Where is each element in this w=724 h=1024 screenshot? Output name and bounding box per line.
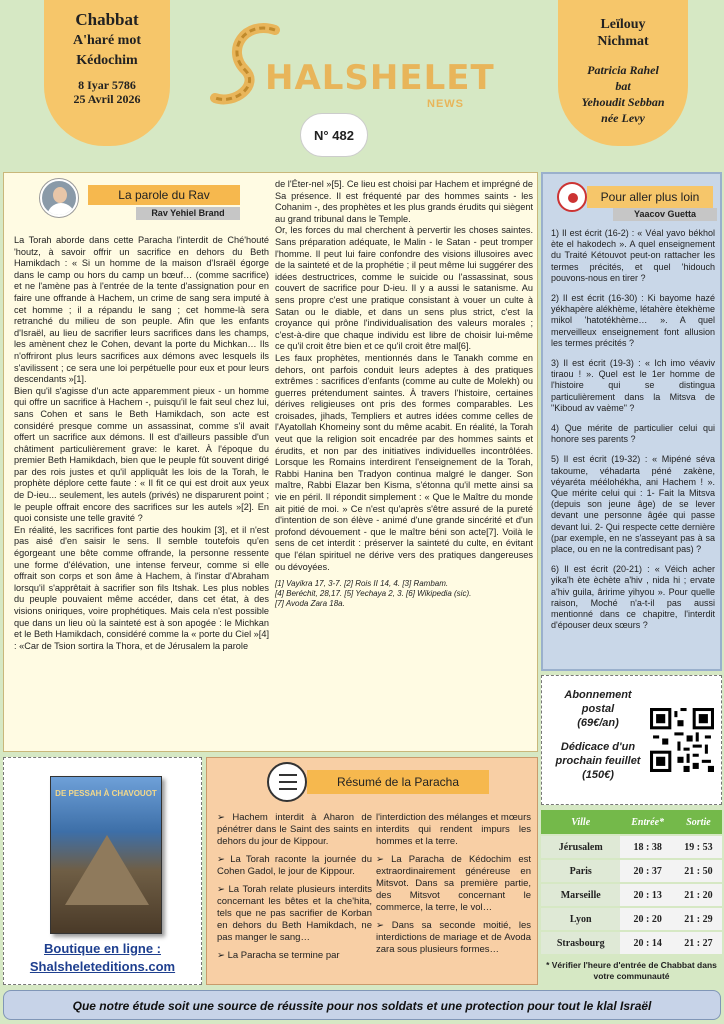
dedication-name-1: Patricia Rahel — [587, 63, 659, 77]
rav-article — [3, 172, 538, 752]
footnote-line: [7] Avoda Zara 18a. — [275, 599, 345, 609]
summary-column-left — [217, 812, 372, 968]
quiz-question: 4) Que mérite de particulier celui qui honore ses parents ? — [551, 423, 715, 445]
dedication-offer-price: (150€) — [582, 769, 614, 781]
summary-item: ➢ Dans sa seconde moitié, les interdictions de mariage et de Avoda zara sous plusieurs formes… — [376, 920, 531, 955]
subscription-box — [541, 675, 722, 805]
rav-section-title: La parole du Rav — [88, 185, 240, 205]
times-table — [541, 808, 722, 956]
table-row — [541, 884, 722, 906]
table-row — [541, 932, 722, 954]
quiz-question: 1) Il est écrit (16-2) : « Véal yavo békhol ète el hakodech ». A quel enseignement du Traité Kétouvot peut-on rattacher les termes précités, et quel 'hidouch pouvons-nous en tirer ? — [551, 228, 715, 283]
header-parasha-bubble — [44, 0, 170, 146]
dedication-name-3: Yehoudit Sebban — [581, 95, 665, 109]
parasha-line-1: Chabbat — [75, 10, 139, 29]
table-row — [541, 908, 722, 930]
book-title: DE PESSAH À CHAVOUOT — [55, 789, 157, 798]
dedication-offer-line: prochain feuillet — [555, 755, 641, 767]
rav-column-right — [275, 179, 533, 609]
col-header-city: Ville — [541, 810, 620, 834]
summary-column-right — [376, 812, 531, 962]
quiz-section — [541, 172, 722, 671]
rav-paragraph: La Torah aborde dans cette Paracha l'interdit de Ché'houté 'houtz, à savoir offrir un sacrifice en dehors du Beth Hamikdach : « Si un homme de la maison d'Israël égorge dans le camp ou hors du camp un bœuf… (comme sacrifice) et ne l'amène pas à l'entrée de la tente d'assignation pour en faire une offrande à Hachem, un crime de sang sera imputé à cet homme ; il a répandu le sang ; cet homme-là sera retranché du milieu de son peuple. Afin que les enfants d'Israël, au lieu de sacrifier leurs sacrifices dans les champs, les amènent chez le Cohen, devant la porte du Michkan… Ils n'offriront plus leurs sacrifices aux démons avec lesquels ils s'avilissent ; ce sera une loi perpétuelle pour eux et pour leurs descendants »[1]. — [14, 235, 269, 385]
rav-heading — [40, 179, 225, 219]
subscription-line: Abonnement — [564, 689, 632, 701]
exit-cell: 21 : 20 — [675, 884, 722, 906]
book-cover-image[interactable] — [50, 776, 162, 934]
footer-banner: Que notre étude soit une source de réussite pour nos soldats et une protection pour tout le klal Israël — [3, 990, 721, 1020]
shop-box — [3, 757, 202, 985]
rav-paragraph: Les faux prophètes, mentionnés dans le Tanakh comme en dehors, ont parfois conduit leurs adeptes à des pratiques extrêmes : sacrifices d'enfants (comme au culte de Molekh) ou guerres prétendument saintes. À travers l'histoire, certaines dérives religieuses ont pris des formes comparables. Les croisades, jihads, Templiers et autres idées comme celles de l'Ayatollah Khomeiny sont du même acabit. En réalité, la Torah veut que la religion soit encadrée par des hommes saints et érudits, et non par des initiatives individuelles incontrôlées. Lorsque les Romains interdirent l'enseignement de la Torah, Rabbi Hanina ben Tradyon continua malgré le danger. Son maître, Rabbi Elazar ben Kisma, s'étonna qu'il mette ainsi sa vie en péril. Il répondit simplement : « Que le Maître du monde ait pitié de moi. » Ce n'est qu'après s'être assuré de la pureté d'intention de son élève - animé d'une grande sincérité et d'un profond dévouement - que le maître béni son acte[7]. Voilà le sens de cet interdit : préserver la sainteté du culte, en évitant que l'élan spirituel ne dérive vers des pratiques dangereuses ou dévoyées. — [275, 352, 533, 572]
parasha-line-2: A'haré mot — [72, 33, 142, 48]
entry-cell: 20 : 14 — [620, 932, 674, 954]
exit-cell: 21 : 29 — [675, 908, 722, 930]
city-cell: Strasbourg — [541, 932, 620, 954]
shop-link-line: Boutique en ligne : — [44, 941, 161, 956]
exit-cell: 19 : 53 — [675, 836, 722, 858]
city-cell: Marseille — [541, 884, 620, 906]
summary-title: Résumé de la Paracha — [307, 770, 489, 794]
exit-cell: 21 : 50 — [675, 860, 722, 882]
times-note: * Vérifier l'heure d'entrée de Chabbat dans votre communauté — [546, 960, 717, 981]
entry-cell: 20 : 13 — [620, 884, 674, 906]
quiz-title: Pour aller plus loin — [587, 186, 713, 208]
entry-cell: 20 : 20 — [620, 908, 674, 930]
rav-paragraph: Or, les forces du mal cherchent à pervertir les choses saintes. Sans préparation adéquate, le Malin - le Satan - peut tromper l'homme. Il peut lui faire confondre des visions illusoires avec de la sainteté et de la prophétie ; il peut même lui suggérer des idées destructrices, comme le suicide ou l'assassinat, sous couvert de sacrifice pour D-ieu. Il y a aussi le satanisme. Au sens propre c'est une pratique consistant à vouer un culte à Satan ou le diable, et dans un sens plus strict, c'est la croyance qui prône l'individualisation des valeurs morales ; c'est-à-dire que chaque individu est libre de choisir lui-même ce qu'il croit être bien et ce qu'il croit être mal[6]. — [275, 225, 533, 352]
logo-news: NEWS — [427, 98, 464, 110]
summary-item: ➢ La Paracha de Kédochim est extraordinairement généreuse en Mitsvot. Dans sa première partie, des Mitsvot concernant le commerce, la terre, le vol… — [376, 854, 531, 913]
dedication-line-1: Leïlouy — [600, 17, 646, 32]
shop-link-url: Shalsheleteditions.com — [29, 959, 176, 974]
exit-cell: 21 : 27 — [675, 932, 722, 954]
checklist-icon — [267, 762, 307, 802]
date-hebrew: 8 Iyar 5786 — [78, 78, 136, 92]
dedication-offer-line: Dédicace d'un — [560, 741, 636, 753]
quiz-question: 2) Il est écrit (16-30) : Ki bayome hazé yékhapère alékhème, létahère ètekhème mikol 'hatotékhème… ». A quel merveilleux enseignement font allusion les termes précités ? — [551, 293, 715, 348]
city-cell: Paris — [541, 860, 620, 882]
rav-paragraph: En réalité, les sacrifices font partie des houkim [3], et il n'est pas aisé d'en saisir le sens. Il semble toutefois qu'en égorgeant une bête comme offrande, la personne ressente une forme d'élévation, une intense ferveur, comme si elle offrait son corps et son âme à Hachem, à l'instar d'Abraham lorsqu'il s'apprêtait à sacrifier son fils Itshak. Les plus nobles du peuple pouvaient même accéder, dans cet état, à des visions oniriques, voire prophétiques. Mais cela n'est possible que dans un lieu où la sainteté est à son apogée : le Michkan et le Beth Hamikdach, considéré comme la « porte du Ciel »[4] : «Car de Tsion sortira la Thora, et de Jérusalem la parole — [14, 524, 269, 651]
rav-avatar — [40, 179, 78, 217]
quiz-question: 3) Il est écrit (19-3) : « Ich imo véaviv tiraou ! ». Quel est le 1er homme de l'histoire qui se distingua particulièrement dans la Mitsva de "Kiboud av vaème" ? — [551, 358, 715, 413]
subscription-price: (69€/an) — [577, 717, 619, 729]
logo-title: HALSHELET — [265, 58, 495, 98]
entry-cell: 20 : 37 — [620, 860, 674, 882]
qr-code-icon[interactable] — [650, 708, 714, 772]
rav-paragraph: Bien qu'il s'agisse d'un acte apparemment pieux - un homme qui offre un sacrifice à Hachem -, puisqu'il le fait seul chez lui, sans Cohen et sans le Beth Hamikdach, son acte est considéré presque comme un assassinat, comme s'il avait offert un sacrifice aux démons. Il est d'ailleurs passible d'un châtiment particulièrement grave: le karet. À l'époque du premier Beth Hamikdach, bien que le peuple fût souvent dirigé par des rois justes et qu'il appliquât les lois de la Torah, le prophète déplore cette faute : « Il fit ce qui est droit aux yeux de D-ieu... seulement, les autels (privés) ne disparurent point ; le peuple offrait encore des sacrifices sur les autels »[2]. En quoi consiste une telle gravité ? — [14, 385, 269, 524]
issue-number: N° 482 — [300, 113, 368, 157]
header-dedication-bubble — [558, 0, 688, 146]
dedication-name-2: bat — [615, 79, 631, 93]
date-civil: 25 Avril 2026 — [73, 92, 141, 106]
quiz-author: Yaacov Guetta — [613, 208, 717, 221]
summary-item: ➢ La Torah raconte la journée du Cohen Gadol, le jour de Kippour. — [217, 854, 372, 877]
quiz-question: 5) Il est écrit (19-32) : « Mipéné séva takoume, véhadarta péné zakène, véyaréta méélohékha, ani Hachem ! ». Que mérite celui qui : 1- Fait la Mitsva (depuis son jeune âge) de se lever devant une personne âgée qui passe devant lui. 2- Qui respecte cette dernière (par exemple, en ne s'asseyant pas à sa place, ou en ne la contredisant pas) ? — [551, 454, 715, 555]
shop-link[interactable] — [4, 940, 201, 976]
footnote-line: [4] Beréchit, 28,17. [5] Yechaya 2, 3. [6] Wikipedia (sic). — [275, 589, 472, 599]
quiz-questions — [551, 228, 715, 641]
rav-author: Rav Yehiel Brand — [136, 207, 240, 220]
summary-item: ➢ La Torah relate plusieurs interdits concernant les bêtes et la che'hita, tels que ne pas sacrifier de Korban en dehors du Beth Hamikdach, ne pas manger le sang… — [217, 884, 372, 943]
entry-cell: 18 : 38 — [620, 836, 674, 858]
summary-item: ➢ Hachem interdit à Aharon de pénétrer dans le Saint des saints en dehors du jour de Kippour. — [217, 812, 372, 847]
rav-paragraph: de l'Éter-nel »[5]. Ce lieu est choisi par Hachem et imprégné de Sa présence. Il est fréquenté par des hommes saints - les Cohanim -, des prophètes et les plus grands érudits qui siègent au grand tribunal dans le Temple. — [275, 179, 533, 224]
city-cell: Jérusalem — [541, 836, 620, 858]
dedication-name-4: née Levy — [601, 111, 645, 125]
subscription-line: postal — [581, 703, 615, 715]
dedication-line-2: Nichmat — [597, 34, 649, 49]
summary-item: l'interdiction des mélanges et mœurs interdits qui rendent impurs les hommes et la terre. — [376, 812, 531, 847]
target-icon — [557, 182, 587, 212]
city-cell: Lyon — [541, 908, 620, 930]
footnote-line: [1] Vayikra 17, 3-7. [2] Rois II 14, 4. [3] Rambam. — [275, 579, 449, 589]
rav-column-left — [14, 235, 269, 652]
quiz-question: 6) Il est écrit (20-21) : « Véich acher yika'h ète èchète a'hiv , nida hi ; ervate a'hiv guila, âririme yihyou ». Pour quelle raison, Moché n'a-t-il pas aussi mentionné dans ce chapitre, l'interdit d'épouser deux sœurs ? — [551, 564, 715, 631]
shalshelet-logo — [205, 10, 505, 120]
summary-item: ➢ La Paracha se termine par — [217, 950, 340, 961]
rav-footnotes — [275, 579, 533, 609]
chabbat-times — [541, 808, 722, 982]
subscription-text — [548, 688, 648, 782]
col-header-entry: Entrée* — [620, 810, 674, 834]
table-row — [541, 860, 722, 882]
summary-section — [206, 757, 538, 985]
parasha-line-3: Kédochim — [76, 53, 138, 68]
table-row — [541, 836, 722, 858]
col-header-exit: Sortie — [675, 810, 722, 834]
